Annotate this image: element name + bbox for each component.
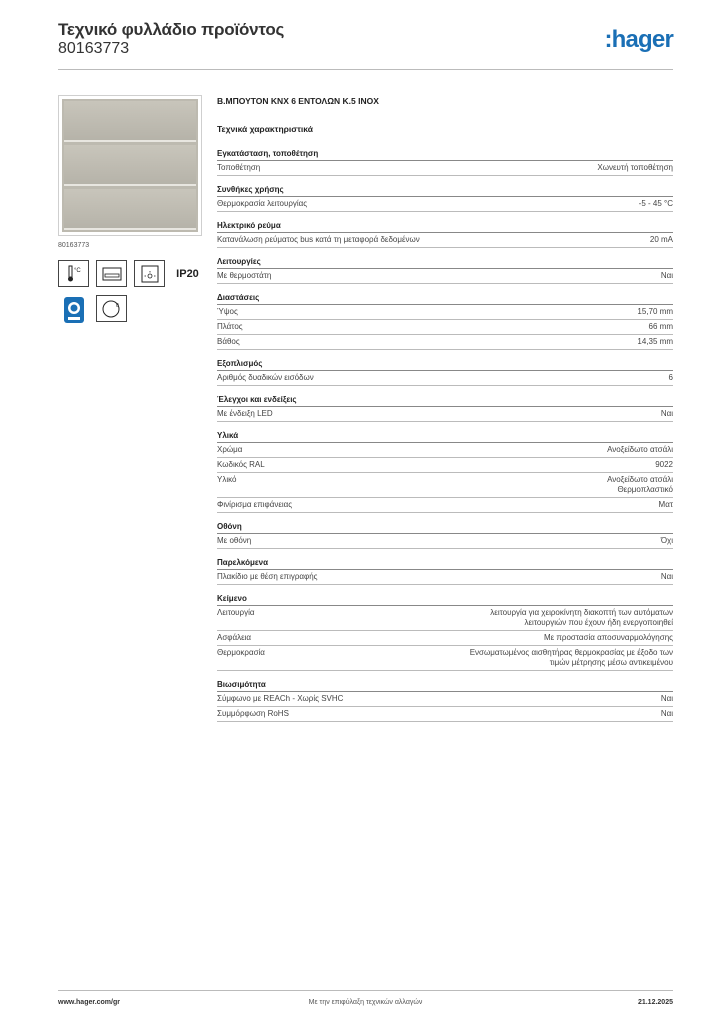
- footer-notice: Με την επιφύλαξη τεχνικών αλλαγών: [308, 999, 423, 1006]
- svg-text:0: 0: [115, 302, 119, 309]
- product-name: Β.ΜΠΟΥΤΟΝ KNX 6 ΕΝΤΟΛΩΝ Κ.5 INOX: [217, 96, 379, 106]
- spec-row: [217, 233, 673, 248]
- spec-group-title: Διαστάσεις: [217, 293, 673, 305]
- spec-value: Ενσωματωμένος αισθητήρας θερμοκρασίας με έξοδο των τιμών μέτρησης μέσω αντικειμένου: [469, 648, 673, 667]
- spec-label: Λειτουργία: [217, 608, 255, 617]
- spec-label: Θερμοκρασία λειτουργίας: [217, 199, 308, 208]
- spec-label: Συμμόρφωση RoHS: [217, 709, 289, 718]
- spec-group-title: Παρελκόμενα: [217, 558, 673, 570]
- spec-value: Ανοξείδωτο ατσάλι: [607, 445, 673, 454]
- hager-logo: :hager: [604, 26, 673, 53]
- rocker-2: [64, 145, 196, 186]
- spec-label: Με οθόνη: [217, 536, 252, 545]
- spec-value: Ναι: [660, 709, 673, 718]
- document-title: Τεχνικό φυλλάδιο προϊόντος: [58, 20, 285, 39]
- specifications: [217, 96, 673, 722]
- spec-row: [217, 692, 673, 707]
- spec-row: [217, 197, 673, 212]
- spec-row: [217, 371, 673, 386]
- svg-text:°C: °C: [73, 267, 81, 274]
- button-lens-icon: [96, 295, 127, 322]
- spec-value: 9022: [655, 460, 673, 469]
- spec-label: Πλακίδιο με θέση επιγραφής: [217, 572, 318, 581]
- spec-group-title: Υλικά: [217, 431, 673, 443]
- spec-label: Αριθμός δυαδικών εισόδων: [217, 373, 314, 382]
- spec-label: Βάθος: [217, 337, 240, 346]
- easy-logo-icon: [58, 295, 89, 326]
- spec-group-title: Έλεγχοι και ενδείξεις: [217, 395, 673, 407]
- spec-value: Ναι: [660, 271, 673, 280]
- technical-characteristics-heading: Τεχνικά χαρακτηριστικά: [217, 124, 313, 134]
- header-divider: [58, 69, 673, 70]
- page-footer: [58, 990, 673, 1006]
- spec-value: Ανοξείδωτο ατσάλι Θερμοπλαστικό: [607, 475, 673, 494]
- spec-value: Ναι: [660, 572, 673, 581]
- spec-row: [217, 570, 673, 585]
- spec-row: [217, 631, 673, 646]
- image-caption: 80163773: [58, 242, 90, 249]
- spec-group-title: Συνθήκες χρήσης: [217, 185, 673, 197]
- spec-row: [217, 269, 673, 284]
- spec-groups: [217, 149, 673, 722]
- logo-text: hager: [611, 26, 673, 53]
- ip20-label: IP20: [176, 267, 199, 280]
- spec-group-title: Εξοπλισμός: [217, 359, 673, 371]
- spec-group-title: Οθόνη: [217, 522, 673, 534]
- knx-display-icon: [96, 260, 127, 287]
- spec-row: [217, 606, 673, 631]
- spec-row: [217, 646, 673, 671]
- rocker-1: [64, 101, 196, 142]
- spec-value: 6: [668, 373, 673, 382]
- spec-label: Ύψος: [217, 307, 238, 316]
- spec-group-title: Εγκατάσταση, τοποθέτηση: [217, 149, 673, 161]
- spec-label: Τοποθέτηση: [217, 163, 261, 172]
- spec-row: [217, 534, 673, 549]
- spec-label: Κατανάλωση ρεύματος bus κατά τη μεταφορά δεδομένων: [217, 235, 420, 244]
- spec-group-title: Βιωσιμότητα: [217, 680, 673, 692]
- spec-value: Χωνευτή τοποθέτηση: [597, 163, 673, 172]
- spec-label: Πλάτος: [217, 322, 243, 331]
- footer-date: 21.12.2025: [637, 999, 673, 1006]
- spec-label: Θερμοκρασία: [217, 648, 265, 657]
- spec-label: Υλικό: [217, 475, 237, 484]
- spec-row: [217, 707, 673, 722]
- footer-website[interactable]: www.hager.com/gr: [58, 999, 120, 1006]
- spec-label: Ασφάλεια: [217, 633, 252, 642]
- spec-group-title: Κείμενο: [217, 594, 673, 606]
- spec-row: [217, 305, 673, 320]
- spec-value: -5 - 45 °C: [638, 199, 673, 208]
- feature-icons-row: [58, 260, 204, 287]
- spec-label: Σύμφωνο με REACh - Χωρίς SVHC: [217, 694, 344, 703]
- spec-value: λειτουργία για χειροκίνητη διακοπτή των αυτόματων λειτουργιών που έχουν ήδη ενεργοποιηθεί: [490, 608, 673, 627]
- spec-value: Με προστασία αποσυναρμολόγησης: [543, 633, 673, 642]
- spec-row: [217, 473, 673, 498]
- spec-group-title: Ηλεκτρικό ρεύμα: [217, 221, 673, 233]
- push-button-plate: [62, 99, 198, 232]
- spec-value: Ματ: [658, 500, 673, 509]
- spec-row: [217, 458, 673, 473]
- spec-row: [217, 498, 673, 513]
- spec-label: Κωδικός RAL: [217, 460, 265, 469]
- spec-row: [217, 407, 673, 422]
- spec-label: Με ένδειξη LED: [217, 409, 273, 418]
- spec-value: 14,35 mm: [637, 337, 673, 346]
- spec-value: Ναι: [660, 694, 673, 703]
- spec-value: 66 mm: [648, 322, 673, 331]
- thermometer-celsius-icon: [58, 260, 89, 287]
- spec-row: [217, 320, 673, 335]
- spec-label: Χρώμα: [217, 445, 243, 454]
- spec-value: 20 mA: [649, 235, 673, 244]
- spec-group-title: Λειτουργίες: [217, 257, 673, 269]
- spec-value: 15,70 mm: [637, 307, 673, 316]
- spec-label: Με θερμοστάτη: [217, 271, 272, 280]
- product-sidebar: [58, 95, 204, 326]
- product-code: 80163773: [58, 40, 130, 57]
- spec-row: [217, 443, 673, 458]
- spec-row: [217, 335, 673, 350]
- product-image: [58, 95, 202, 236]
- light-sensor-icon: [134, 260, 165, 287]
- spec-row: [217, 161, 673, 176]
- rocker-3: [64, 189, 196, 230]
- spec-value: Ναι: [660, 409, 673, 418]
- page-header: [58, 20, 673, 70]
- spec-label: Φινίρισμα επιφάνειας: [217, 500, 293, 509]
- spec-value: Όχι: [660, 536, 673, 545]
- feature-icons-row-2: [58, 295, 204, 326]
